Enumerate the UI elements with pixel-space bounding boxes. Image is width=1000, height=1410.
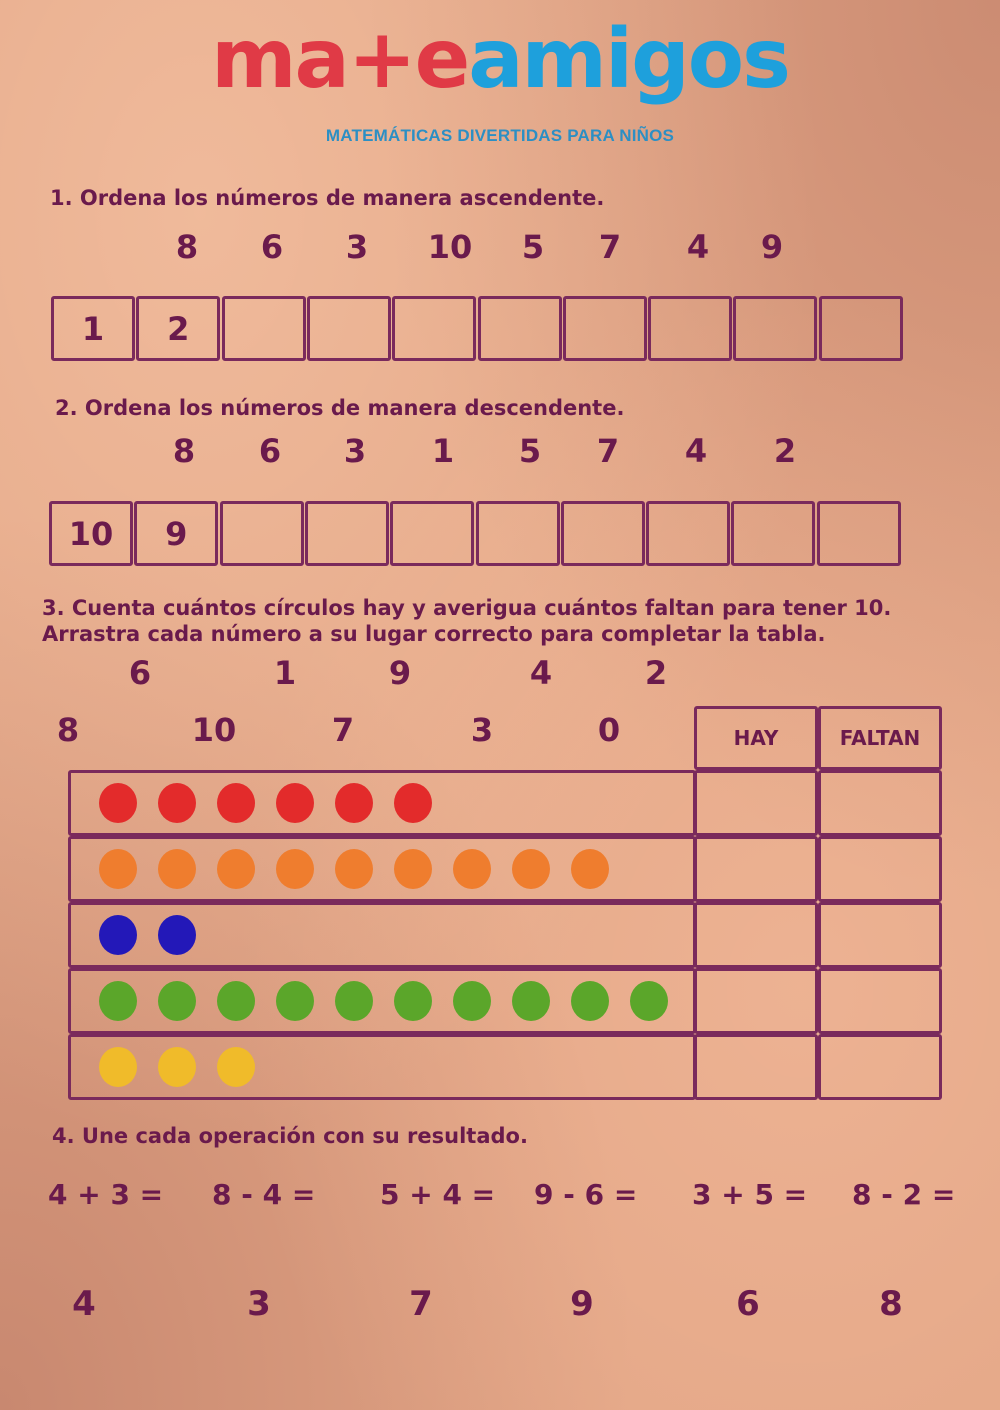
circle xyxy=(276,849,314,889)
circle xyxy=(99,783,137,823)
brand-logo xyxy=(0,10,1000,110)
number-to-order[interactable]: 9 xyxy=(760,228,784,266)
exercise1-heading: 1. Ordena los números de manera ascendente. xyxy=(50,186,605,210)
drop-cell-hay[interactable] xyxy=(694,770,818,836)
draggable-number[interactable]: 6 xyxy=(128,654,152,692)
drop-cell-hay[interactable] xyxy=(694,1034,818,1100)
circle xyxy=(158,783,196,823)
result[interactable]: 4 xyxy=(72,1284,96,1324)
drop-cell-hay[interactable] xyxy=(694,968,818,1034)
circle xyxy=(335,981,373,1021)
exercise3-heading-line1: 3. Cuenta cuántos círculos hay y averigua cuántos faltan para tener 10. xyxy=(42,596,892,620)
number-to-order[interactable]: 6 xyxy=(258,432,282,470)
operation[interactable]: 4 + 3 = xyxy=(48,1178,164,1211)
draggable-number[interactable]: 1 xyxy=(273,654,297,692)
number-to-order[interactable]: 2 xyxy=(773,432,797,470)
number-to-order[interactable]: 3 xyxy=(345,228,369,266)
circle xyxy=(512,981,550,1021)
number-to-order[interactable]: 8 xyxy=(175,228,199,266)
draggable-number[interactable]: 8 xyxy=(56,711,80,749)
circle-row xyxy=(68,1034,696,1100)
result[interactable]: 3 xyxy=(247,1284,271,1324)
number-to-order[interactable]: 7 xyxy=(596,432,620,470)
number-to-order[interactable]: 7 xyxy=(598,228,622,266)
draggable-number[interactable]: 3 xyxy=(470,711,494,749)
answer-box[interactable] xyxy=(731,501,815,566)
column-header-hay: HAY xyxy=(694,706,818,770)
circle xyxy=(571,849,609,889)
brand-logo-part2: amigos xyxy=(468,12,789,107)
number-to-order[interactable]: 1 xyxy=(431,432,455,470)
answer-box[interactable]: 10 xyxy=(49,501,133,566)
operation[interactable]: 8 - 4 = xyxy=(212,1178,316,1211)
circle xyxy=(99,981,137,1021)
circle xyxy=(99,849,137,889)
circle xyxy=(394,849,432,889)
number-to-order[interactable]: 5 xyxy=(521,228,545,266)
circle-row xyxy=(68,770,696,836)
answer-box[interactable] xyxy=(478,296,562,361)
drop-cell-hay[interactable] xyxy=(694,836,818,902)
answer-box[interactable] xyxy=(817,501,901,566)
operation[interactable]: 9 - 6 = xyxy=(534,1178,638,1211)
number-to-order[interactable]: 8 xyxy=(172,432,196,470)
exercise3-heading-line2: Arrastra cada número a su lugar correcto para completar la tabla. xyxy=(42,622,826,646)
operation[interactable]: 8 - 2 = xyxy=(852,1178,956,1211)
drop-cell-faltan[interactable] xyxy=(818,1034,942,1100)
answer-box[interactable]: 9 xyxy=(134,501,218,566)
result[interactable]: 6 xyxy=(736,1284,760,1324)
circle xyxy=(99,1047,137,1087)
answer-box[interactable] xyxy=(305,501,389,566)
brand-tagline: MATEMÁTICAS DIVERTIDAS PARA NIÑOS xyxy=(325,126,675,145)
circle xyxy=(276,783,314,823)
answer-box[interactable] xyxy=(476,501,560,566)
draggable-number[interactable]: 4 xyxy=(529,654,553,692)
circle xyxy=(276,981,314,1021)
answer-box[interactable]: 1 xyxy=(51,296,135,361)
circle xyxy=(217,1047,255,1087)
circle-row xyxy=(68,902,696,968)
exercise2-heading: 2. Ordena los números de manera descendente. xyxy=(55,396,625,420)
answer-box[interactable] xyxy=(819,296,903,361)
number-to-order[interactable]: 6 xyxy=(260,228,284,266)
result[interactable]: 8 xyxy=(879,1284,903,1324)
drop-cell-faltan[interactable] xyxy=(818,836,942,902)
answer-box[interactable] xyxy=(646,501,730,566)
answer-box[interactable] xyxy=(307,296,391,361)
circle-row xyxy=(68,836,696,902)
draggable-number[interactable]: 10 xyxy=(191,711,237,749)
circle xyxy=(394,981,432,1021)
circle xyxy=(217,849,255,889)
result[interactable]: 9 xyxy=(570,1284,594,1324)
circle-row xyxy=(68,968,696,1034)
number-to-order[interactable]: 10 xyxy=(427,228,473,266)
circle xyxy=(158,915,196,955)
result[interactable]: 7 xyxy=(409,1284,433,1324)
answer-box[interactable] xyxy=(222,296,306,361)
circle xyxy=(99,915,137,955)
answer-box[interactable] xyxy=(220,501,304,566)
answer-box[interactable] xyxy=(563,296,647,361)
number-to-order[interactable]: 3 xyxy=(343,432,367,470)
brand-logo-part1: ma+e xyxy=(211,12,469,107)
number-to-order[interactable]: 4 xyxy=(686,228,710,266)
circle xyxy=(335,783,373,823)
draggable-number[interactable]: 2 xyxy=(644,654,668,692)
circle xyxy=(453,849,491,889)
circle xyxy=(512,849,550,889)
draggable-number[interactable]: 7 xyxy=(331,711,355,749)
answer-box[interactable] xyxy=(390,501,474,566)
circle xyxy=(453,981,491,1021)
answer-box[interactable] xyxy=(733,296,817,361)
circle xyxy=(217,783,255,823)
circle xyxy=(630,981,668,1021)
circle xyxy=(335,849,373,889)
circle xyxy=(158,981,196,1021)
number-to-order[interactable]: 4 xyxy=(684,432,708,470)
operation[interactable]: 3 + 5 = xyxy=(692,1178,808,1211)
drop-cell-hay[interactable] xyxy=(694,902,818,968)
drop-cell-faltan[interactable] xyxy=(818,902,942,968)
number-to-order[interactable]: 5 xyxy=(518,432,542,470)
circle xyxy=(571,981,609,1021)
answer-box[interactable] xyxy=(561,501,645,566)
drop-cell-faltan[interactable] xyxy=(818,968,942,1034)
column-header-faltan: FALTAN xyxy=(818,706,942,770)
answer-box[interactable] xyxy=(392,296,476,361)
draggable-number[interactable]: 9 xyxy=(388,654,412,692)
exercise4-heading: 4. Une cada operación con su resultado. xyxy=(52,1124,528,1148)
circle xyxy=(158,1047,196,1087)
draggable-number[interactable]: 0 xyxy=(597,711,621,749)
circle xyxy=(394,783,432,823)
answer-box[interactable]: 2 xyxy=(136,296,220,361)
circle xyxy=(158,849,196,889)
drop-cell-faltan[interactable] xyxy=(818,770,942,836)
operation[interactable]: 5 + 4 = xyxy=(380,1178,496,1211)
circle xyxy=(217,981,255,1021)
answer-box[interactable] xyxy=(648,296,732,361)
